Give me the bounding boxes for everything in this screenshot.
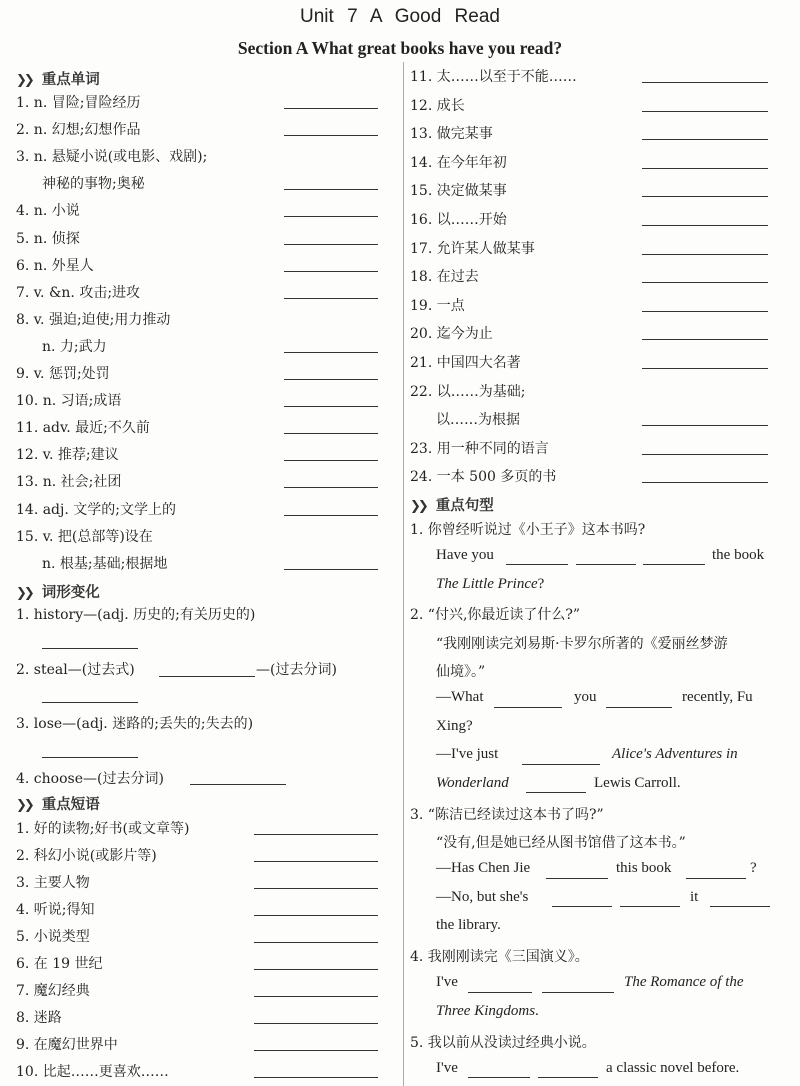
sentence-3-cn-1: 3. “陈洁已经读过这本书了吗?” bbox=[410, 807, 604, 823]
phrase-item: 19. 一点 bbox=[410, 297, 465, 314]
form-item-2-mid: —(过去分词) bbox=[256, 662, 337, 678]
phrase-item: 6. 在 19 世纪 bbox=[16, 956, 103, 972]
vocab-header bbox=[16, 68, 100, 89]
book-title: The Romance of the bbox=[624, 974, 744, 990]
form-item-2: 2. steal—(过去式) bbox=[16, 662, 135, 678]
sentence-3-en-2b: it bbox=[690, 889, 699, 905]
answer-blank[interactable] bbox=[710, 906, 770, 907]
answer-blank[interactable] bbox=[284, 108, 378, 109]
answer-blank[interactable] bbox=[642, 368, 768, 369]
vocab-header-label: 重点单词 bbox=[41, 72, 100, 88]
answer-blank[interactable] bbox=[284, 271, 378, 272]
sentence-2-en-1d: Xing? bbox=[436, 718, 473, 734]
answer-blank[interactable] bbox=[552, 906, 612, 907]
sentence-2-en-2d: Lewis Carroll. bbox=[594, 775, 681, 791]
column-divider bbox=[403, 62, 404, 1086]
answer-blank[interactable] bbox=[642, 82, 768, 83]
chevron-icon: ❯❯ bbox=[16, 73, 32, 88]
unit-title: Unit 7 A Good Read bbox=[300, 6, 500, 27]
answer-blank[interactable] bbox=[468, 992, 532, 993]
phrase-item: 20. 迄今为止 bbox=[410, 326, 493, 343]
answer-blank[interactable] bbox=[284, 352, 378, 353]
answer-blank[interactable] bbox=[284, 135, 378, 136]
form-item-4: 4. choose—(过去分词) bbox=[16, 771, 164, 787]
phrase-item: 14. 在今年年初 bbox=[410, 154, 507, 171]
vocab-item: 3. n. 悬疑小说(或电影、戏剧); bbox=[16, 149, 208, 166]
phrase-item: 8. 迷路 bbox=[16, 1010, 62, 1026]
answer-blank[interactable] bbox=[522, 764, 600, 765]
book-title: Three Kingdoms bbox=[436, 1003, 536, 1019]
answer-blank[interactable] bbox=[254, 861, 378, 862]
sentence-5-cn: 5. 我以前从没读过经典小说。 bbox=[410, 1035, 596, 1051]
answer-blank[interactable] bbox=[284, 569, 378, 570]
answer-blank[interactable] bbox=[642, 454, 768, 455]
answer-blank[interactable] bbox=[159, 676, 255, 677]
answer-blank[interactable] bbox=[686, 878, 746, 879]
sentence-3-en-1a: —Has Chen Jie bbox=[436, 860, 531, 876]
vocab-item-cont: n. 力;武力 bbox=[42, 338, 107, 355]
answer-blank[interactable] bbox=[254, 915, 378, 916]
form-item-3: 3. lose—(adj. 迷路的;丢失的;失去的) bbox=[16, 716, 254, 732]
phrase-item: 1. 好的读物;好书(或文章等) bbox=[16, 821, 190, 837]
phrase-item: 18. 在过去 bbox=[410, 269, 479, 286]
answer-blank[interactable] bbox=[468, 1077, 530, 1078]
sentences-header bbox=[410, 494, 494, 515]
answer-blank[interactable] bbox=[42, 648, 138, 649]
answer-blank[interactable] bbox=[254, 942, 378, 943]
book-title: Wonderland bbox=[436, 775, 509, 791]
answer-blank[interactable] bbox=[642, 254, 768, 255]
phrases-header bbox=[16, 793, 100, 814]
sentence-2-cn-3: 仙境》。” bbox=[436, 664, 486, 680]
answer-blank[interactable] bbox=[576, 564, 636, 565]
phrase-item: 24. 一本 500 多页的书 bbox=[410, 469, 557, 486]
sentence-3-cn-2: “没有,但是她已经从图书馆借了这本书。” bbox=[436, 835, 686, 851]
vocab-item: 13. n. 社会;社团 bbox=[16, 474, 122, 491]
answer-blank[interactable] bbox=[254, 834, 378, 835]
form-item-1: 1. history—(adj. 历史的;有关历史的) bbox=[16, 607, 256, 623]
phrase-item: 15. 决定做某事 bbox=[410, 183, 507, 200]
answer-blank[interactable] bbox=[254, 996, 378, 997]
phrase-item: 3. 主要人物 bbox=[16, 875, 90, 891]
sentence-4-en-c bbox=[436, 1003, 539, 1020]
answer-blank[interactable] bbox=[284, 487, 378, 488]
vocab-item: 11. adv. 最近;不久前 bbox=[16, 420, 150, 437]
phrase-item: 17. 允许某人做某事 bbox=[410, 240, 535, 257]
sentence-4-cn: 4. 我刚刚读完《三国演义》。 bbox=[410, 949, 589, 965]
book-title: The Little Prince bbox=[436, 576, 538, 592]
forms-header bbox=[16, 581, 100, 602]
sentence-4-en-a: I've bbox=[436, 974, 458, 990]
sentence-2-en-2c bbox=[436, 775, 509, 792]
answer-blank[interactable] bbox=[642, 482, 768, 483]
answer-blank[interactable] bbox=[642, 111, 768, 112]
phrases-header-label: 重点短语 bbox=[41, 797, 100, 813]
vocab-item: 7. v. &n. 攻击;进攻 bbox=[16, 284, 141, 301]
answer-blank[interactable] bbox=[42, 757, 138, 758]
answer-blank[interactable] bbox=[642, 139, 768, 140]
phrase-item: 5. 小说类型 bbox=[16, 929, 90, 945]
vocab-item: 2. n. 幻想;幻想作品 bbox=[16, 122, 141, 139]
sentence-3-en-2a: —No, but she's bbox=[436, 889, 529, 905]
answer-blank[interactable] bbox=[284, 189, 378, 190]
answer-blank[interactable] bbox=[642, 196, 768, 197]
punct: ? bbox=[537, 576, 545, 592]
answer-blank[interactable] bbox=[284, 433, 378, 434]
sentence-2-en-2a: —I've just bbox=[436, 746, 499, 762]
phrase-item: 11. 太……以至于不能…… bbox=[410, 69, 577, 85]
vocab-item: 4. n. 小说 bbox=[16, 203, 80, 220]
answer-blank[interactable] bbox=[620, 906, 680, 907]
phrase-item: 22. 以……为基础; bbox=[410, 383, 526, 400]
phrase-item: 12. 成长 bbox=[410, 97, 465, 114]
answer-blank[interactable] bbox=[542, 992, 614, 993]
vocab-item: 15. v. 把(总部等)设在 bbox=[16, 528, 153, 545]
vocab-item: 10. n. 习语;成语 bbox=[16, 393, 122, 410]
answer-blank[interactable] bbox=[284, 460, 378, 461]
sentence-3-en-1b: this book bbox=[616, 860, 672, 876]
sentence-3-en-2c: the library. bbox=[436, 917, 501, 933]
vocab-item: 1. n. 冒险;冒险经历 bbox=[16, 95, 141, 111]
answer-blank[interactable] bbox=[642, 282, 768, 283]
vocab-item-cont: 神秘的事物;奥秘 bbox=[42, 176, 145, 193]
answer-blank[interactable] bbox=[642, 225, 768, 226]
sentence-2-en-1b: you bbox=[574, 689, 597, 705]
answer-blank[interactable] bbox=[284, 298, 378, 299]
sentence-5-en-a: I've bbox=[436, 1060, 458, 1076]
sentence-5-en-b: a classic novel before. bbox=[606, 1060, 740, 1076]
sentence-2-cn-2: “我刚刚读完刘易斯·卡罗尔所著的《爱丽丝梦游 bbox=[436, 636, 728, 652]
sentence-4-en-b bbox=[624, 974, 744, 991]
phrase-item: 21. 中国四大名著 bbox=[410, 355, 521, 371]
answer-blank[interactable] bbox=[642, 168, 768, 169]
chevron-icon: ❯❯ bbox=[410, 499, 426, 514]
sentence-1-en-a: Have you bbox=[436, 547, 494, 563]
answer-blank[interactable] bbox=[254, 969, 378, 970]
answer-blank[interactable] bbox=[643, 564, 705, 565]
answer-blank[interactable] bbox=[284, 244, 378, 245]
answer-blank[interactable] bbox=[284, 515, 378, 516]
vocab-item: 14. adj. 文学的;文学上的 bbox=[16, 501, 176, 518]
sentence-2-en-2b bbox=[612, 746, 738, 763]
sentences-header-label: 重点句型 bbox=[435, 498, 494, 514]
chevron-icon: ❯❯ bbox=[16, 586, 32, 601]
forms-header-label: 词形变化 bbox=[41, 585, 100, 601]
answer-blank[interactable] bbox=[42, 702, 138, 703]
phrase-item: 9. 在魔幻世界中 bbox=[16, 1037, 118, 1053]
phrase-item-cont: 以……为根据 bbox=[436, 412, 520, 429]
chevron-icon: ❯❯ bbox=[16, 798, 32, 813]
answer-blank[interactable] bbox=[642, 425, 768, 426]
vocab-item: 5. n. 侦探 bbox=[16, 230, 80, 247]
sentence-1-en-c-line bbox=[436, 576, 544, 593]
answer-blank[interactable] bbox=[254, 1077, 378, 1078]
sentence-2-cn-1: 2. “付兴,你最近读了什么?” bbox=[410, 607, 581, 623]
section-title: Section A What great books have you read? bbox=[237, 38, 563, 58]
answer-blank[interactable] bbox=[606, 707, 672, 708]
sentence-3-en-1c: ? bbox=[750, 860, 757, 876]
answer-blank[interactable] bbox=[284, 216, 378, 217]
answer-blank[interactable] bbox=[526, 792, 586, 793]
answer-blank[interactable] bbox=[190, 784, 286, 785]
answer-blank[interactable] bbox=[254, 1023, 378, 1024]
answer-blank[interactable] bbox=[642, 311, 768, 312]
book-title: Alice's Adventures in bbox=[612, 746, 738, 762]
answer-blank[interactable] bbox=[284, 406, 378, 407]
phrase-item: 2. 科幻小说(或影片等) bbox=[16, 848, 157, 864]
sentence-2-en-1c: recently, Fu bbox=[682, 689, 753, 705]
vocab-item: 6. n. 外星人 bbox=[16, 257, 94, 274]
vocab-item: 12. v. 推荐;建议 bbox=[16, 447, 119, 464]
vocab-item: 9. v. 惩罚;处罚 bbox=[16, 366, 110, 382]
answer-blank[interactable] bbox=[506, 564, 568, 565]
punct: . bbox=[535, 1003, 539, 1019]
answer-blank[interactable] bbox=[642, 339, 768, 340]
phrase-item: 23. 用一种不同的语言 bbox=[410, 440, 549, 457]
answer-blank[interactable] bbox=[546, 878, 608, 879]
phrase-item: 16. 以……开始 bbox=[410, 212, 507, 228]
answer-blank[interactable] bbox=[254, 1050, 378, 1051]
phrase-item: 7. 魔幻经典 bbox=[16, 983, 90, 999]
answer-blank[interactable] bbox=[284, 379, 378, 380]
answer-blank[interactable] bbox=[254, 888, 378, 889]
sentence-2-en-1a: —What bbox=[436, 689, 484, 705]
phrase-item: 13. 做完某事 bbox=[410, 126, 493, 143]
vocab-item-cont: n. 根基;基础;根据地 bbox=[42, 555, 168, 572]
phrase-item: 10. 比起……更喜欢…… bbox=[16, 1064, 169, 1080]
phrase-item: 4. 听说;得知 bbox=[16, 902, 95, 918]
sentence-1-cn: 1. 你曾经听说过《小王子》这本书吗? bbox=[410, 522, 646, 538]
answer-blank[interactable] bbox=[538, 1077, 598, 1078]
answer-blank[interactable] bbox=[494, 707, 562, 708]
sentence-1-en-b: the book bbox=[712, 547, 765, 563]
vocab-item: 8. v. 强迫;迫使;用力推动 bbox=[16, 311, 171, 328]
